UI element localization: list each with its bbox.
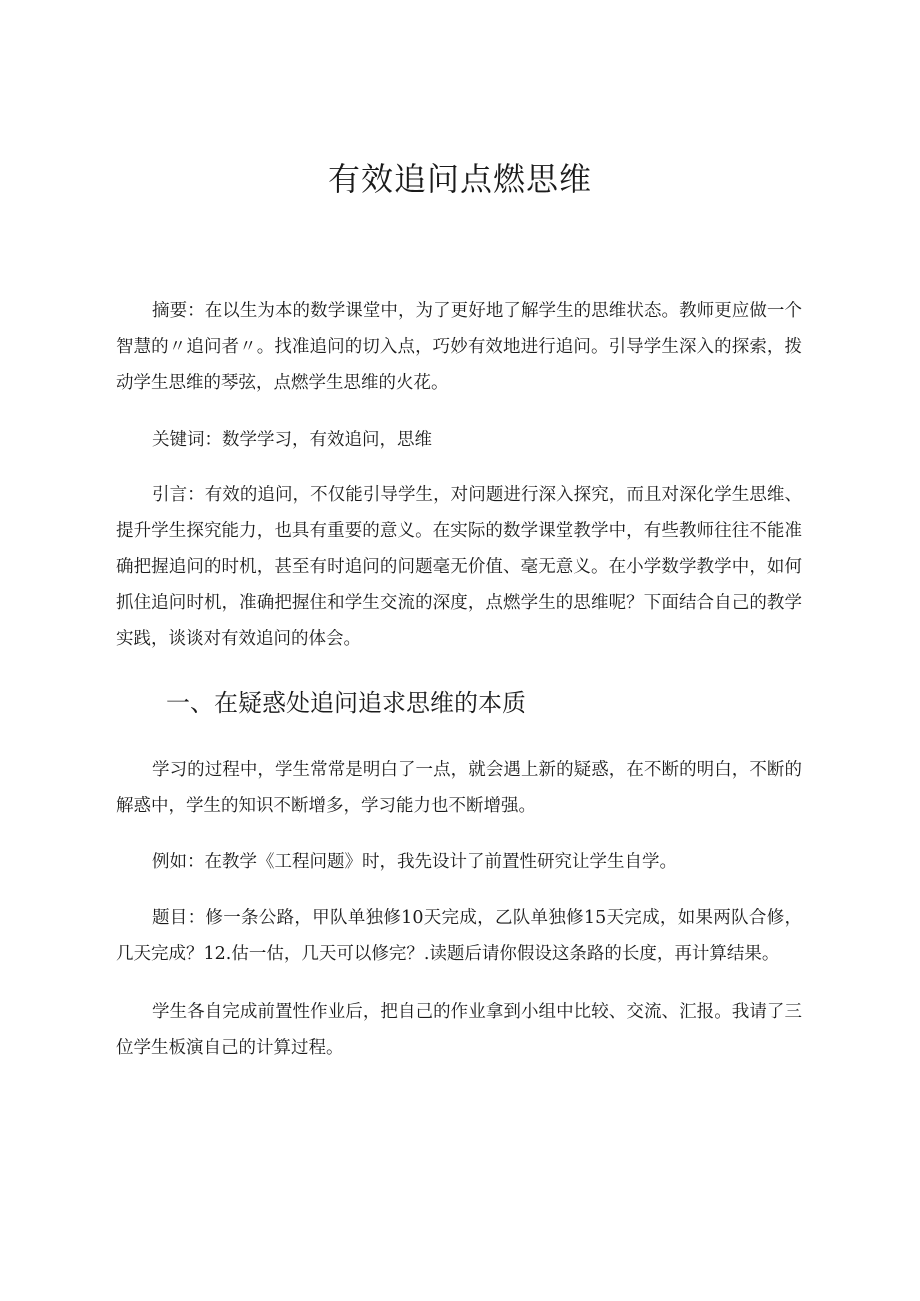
body-paragraph: 学生各自完成前置性作业后，把自己的作业拿到小组中比较、交流、汇报。我请了三位学生板演自己的计算过程。	[116, 1002, 802, 1058]
introduction-paragraph: 引言：有效的追问，不仅能引导学生，对问题进行深入探究，而且对深化学生思维、提升学生探究能力，也具有重要的意义。在实际的数学课堂教学中，有些教师往往不能准确把握追问的时机，甚至有时追问的问题毫无价值、毫无意义。在小学数学教学中，如何抓住追问时机，准确把握住和学生交流的深度，点燃学生的思维呢？下面结合自己的教学实践，谈谈对有效追问的体会。	[116, 485, 802, 649]
body-paragraph: 例如：在教学《工程问题》时，我先设计了前置性研究让学生自学。	[152, 852, 677, 872]
body-paragraph: 学习的过程中，学生常常是明白了一点，就会遇上新的疑惑，在不断的明白，不断的解惑中，学生的知识不断增多，学习能力也不断增强。	[116, 760, 802, 816]
keywords-paragraph: 关键词：数学学习，有效追问，思维	[152, 430, 432, 450]
abstract-paragraph: 摘要：在以生为本的数学课堂中，为了更好地了解学生的思维状态。教师更应做一个智慧的〃追问者〃。找准追问的切入点，巧妙有效地进行追问。引导学生深入的探索，拨动学生思维的琴弦，点燃学生思维的火花。	[116, 301, 802, 393]
document-title: 有效追问点燃思维	[327, 160, 592, 198]
body-paragraph: 题目：修一条公路，甲队单独修10天完成，乙队单独修15天完成，如果两队合修，几天完成？12.估一估，几天可以修完？.读题后请你假设这条路的长度，再计算结果。	[116, 908, 802, 964]
section-heading: 一、在疑惑处追问追求思维的本质	[166, 689, 526, 717]
